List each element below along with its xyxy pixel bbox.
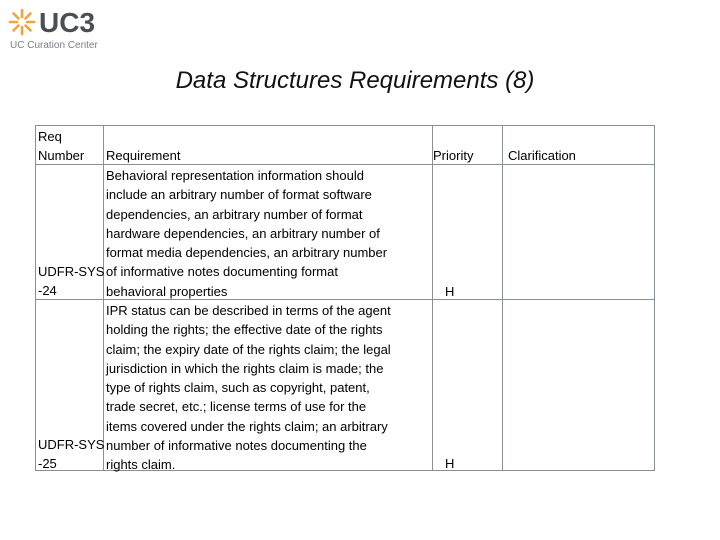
row-25-req-number: UDFR-SYS -25 xyxy=(38,437,105,472)
slide-title: Data Structures Requirements (8) xyxy=(175,67,535,94)
logo-subtitle: UC Curation Center xyxy=(10,40,98,51)
header-clarification: Clarification xyxy=(508,148,576,163)
requirements-table xyxy=(35,125,655,471)
header-req-number: Req Number xyxy=(38,129,85,163)
row-24-priority: H xyxy=(445,284,455,299)
row-25-requirement: IPR status can be described in terms of the agent holding the rights; the effective date of the rights claim; the expiry date of the rights claim; the legal jurisdiction in which the rights claim is made; the type of rights claim, such as copyright, patent, trade secret, etc.; license terms of use for the items covered under the rights claim; an arbitrary number of informative notes documenting the rights claim. xyxy=(106,303,391,473)
logo-wordmark: UC3 xyxy=(39,7,96,38)
header-priority: Priority xyxy=(433,148,474,163)
row-24-requirement: Behavioral representation information should include an arbitrary number of format software dependencies, an arbitrary number of format hardware dependencies, an arbitrary number of format media dependencies, an arbitrary number of informative notes documenting format behavioral properties xyxy=(106,168,388,299)
sunburst-logo-icon xyxy=(8,8,36,36)
uc3-logo xyxy=(8,6,128,50)
header-requirement: Requirement xyxy=(106,148,181,163)
column-divider xyxy=(502,126,503,470)
column-divider xyxy=(432,126,433,470)
row-24-req-number: UDFR-SYS -24 xyxy=(38,264,105,299)
row-25-priority: H xyxy=(445,456,455,471)
